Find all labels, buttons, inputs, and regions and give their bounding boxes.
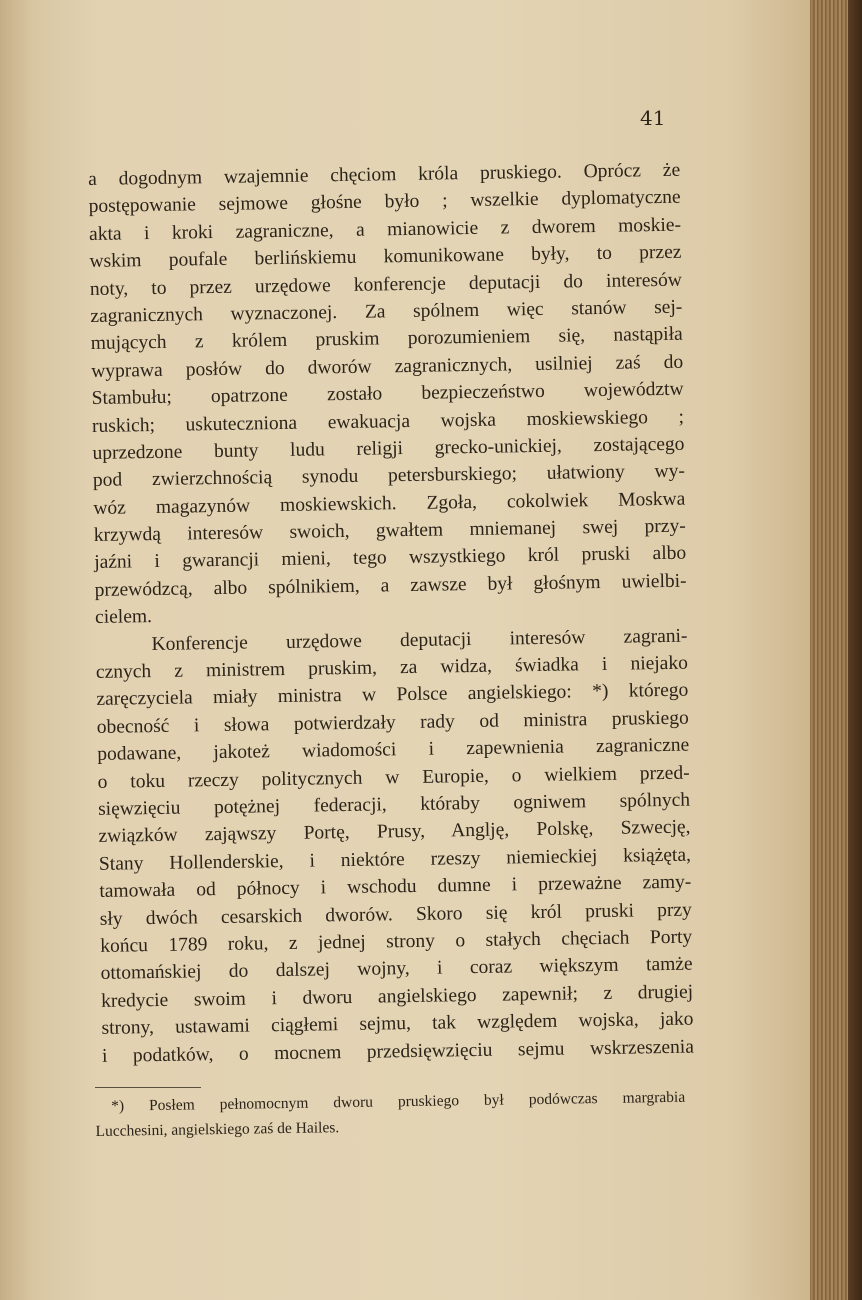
text-line: wyprawa posłów do dworów zagranicznych, usilniej zaś do (91, 351, 684, 382)
text-line: Konferencje urzędowe deputacji interesów zagrani- (151, 625, 688, 655)
text-line: tamowała od północy i wschodu dumne i przeważne zamy- (99, 871, 692, 903)
text-line: krzywdą interesów swoich, gwałtem mniemanej swej przy- (93, 515, 686, 547)
text-line: jaźni i gwarancji mieni, tego wszystkiego król pruski albo (94, 543, 687, 574)
text-line: obecność i słowa potwierdzały rady od ministra pruskiego (96, 707, 689, 738)
book-page-edges (810, 0, 862, 1300)
text-line: sięwzięciu potężnej federacji, któraby ogniwem spólnych (97, 789, 691, 820)
text-line: pod zwierzchnością synodu petersburskiego; ułatwiony wy- (92, 460, 686, 492)
text-line: przewódzcą, albo spólnikiem, a zawsze był głośnym uwielbi- (94, 570, 687, 601)
text-line: związków zająwszy Portę, Prusy, Anglję, Polskę, Szwecję, (98, 816, 691, 848)
paragraph-1 (88, 157, 687, 632)
text-line: zaręczyciela miały ministra w Polsce angielskiego: *) którego (96, 680, 689, 711)
text-line: a dogodnym wzajemnie chęciom króla pruskiego. Oprócz że (88, 159, 681, 190)
text-line: akta i kroki zagraniczne, a mianowicie z dworem moskie- (88, 214, 682, 245)
book-cover-edge (848, 0, 862, 1300)
text-line: kredycie swoim i dworu angielskiego zapewnił; z drugiej (100, 981, 694, 1012)
text-line: końcu 1789 roku, z jednej strony o stałych chęciach Porty (100, 926, 693, 957)
text-line: noty, to przez urzędowe konferencje deputacji do interesów (89, 269, 683, 300)
text-line: Stany Hollenderskie, i niektóre rzeszy niemieckiej książęta, (98, 844, 692, 875)
body-text (88, 157, 694, 1070)
text-line: postępowanie sejmowe głośne było ; wszelkie dyplomatyczne (88, 187, 681, 218)
text-line: mujących z królem pruskim porozumieniem się, nastąpiła (90, 324, 683, 355)
footnote-line: Lucchesini, angielskiego zaś de Hailes. (95, 1119, 340, 1140)
text-line: uprzedzone bunty ludu religji grecko-unickiej, zostającego (92, 433, 685, 464)
text-line: strony, ustawami ciągłemi sejmu, tak względem wojska, jako (101, 1008, 694, 1040)
text-line: o toku rzeczy politycznych w Europie, o wielkiem przed- (97, 762, 690, 793)
text-line: i podatków, o mocnem przedsięwzięciu sejmu wskrzeszenia (101, 1036, 695, 1067)
text-line: ottomańskiej do dalszej wojny, i coraz większym tamże (100, 953, 693, 985)
text-line: Stambułu; opatrzone zostało bezpieczeństwo województw (91, 378, 684, 410)
text-line: sły dwóch cesarskich dworów. Skoro się król pruski przy (99, 899, 692, 930)
text-line: cielem. (94, 606, 153, 629)
text-line: wskim poufale berlińskiemu komunikowane były, to przez (89, 241, 682, 273)
text-line: wóz magazynów moskiewskich. Zgoła, cokolwiek Moskwa (93, 488, 686, 519)
text-line: ruskich; uskuteczniona ewakuacja wojska moskiewskiego ; (91, 406, 685, 437)
text-line: podawane, jakoteż wiadomości i zapewnienia zagraniczne (97, 734, 690, 766)
footnote-separator (95, 1087, 201, 1088)
text-line: cznych z ministrem pruskim, za widza, świadka i niejako (95, 652, 689, 683)
footnote (95, 1085, 686, 1144)
paragraph-2 (95, 622, 694, 1069)
footnote-line: *) Posłem pełnomocnym dworu pruskiego był podówczas margrabia (111, 1088, 686, 1115)
text-line: zagranicznych wyznaczonej. Za spólnem więc stanów sej- (90, 296, 683, 327)
page-number: 41 (640, 106, 666, 130)
